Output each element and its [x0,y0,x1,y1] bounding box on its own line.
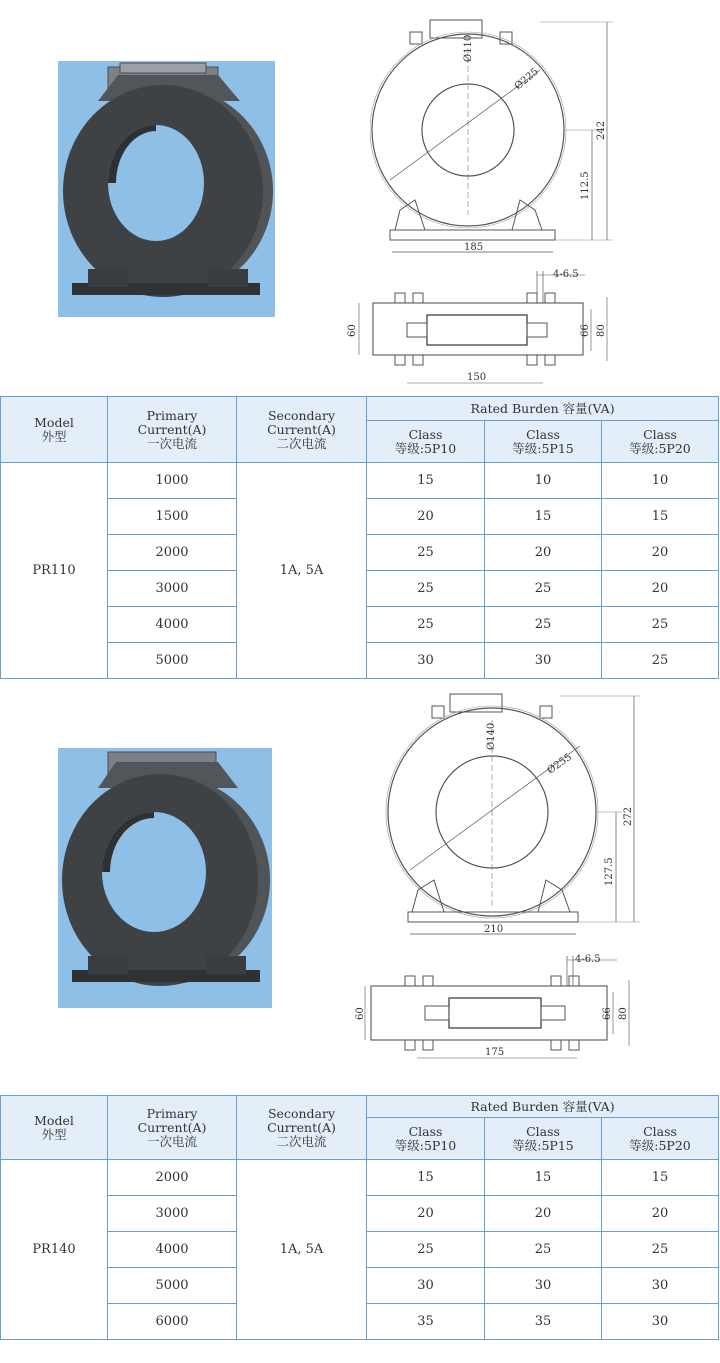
burden-5p10-cell: 20 [367,1196,485,1232]
model-cell: PR140 [1,1160,108,1340]
burden-5p15-cell: 15 [485,499,602,535]
product-photo-pr110 [58,61,275,317]
burden-5p20-cell: 30 [602,1268,719,1304]
burden-5p20-cell: 20 [602,571,719,607]
burden-5p10-cell: 15 [367,1160,485,1196]
burden-5p20-cell: 20 [602,535,719,571]
header-primary: Primary Current(A) 一次电流 [108,1096,237,1160]
burden-5p15-cell: 20 [485,1196,602,1232]
product-photo-pr140 [58,748,272,1008]
burden-5p15-cell: 15 [485,1160,602,1196]
table-row [1,1160,719,1196]
hole-label: 4-6.5 [553,269,579,280]
depth-outer-label: 80 [596,324,607,337]
secondary-cell: 1A, 5A [237,1160,367,1340]
burden-5p10-cell: 25 [367,571,485,607]
burden-5p10-cell: 35 [367,1304,485,1340]
burden-5p15-cell: 25 [485,1232,602,1268]
secondary-cell: 1A, 5A [237,463,367,679]
primary-cell: 3000 [108,1196,237,1232]
height-label: 272 [623,806,634,826]
burden-5p20-cell: 15 [602,499,719,535]
inner-diameter-label: Ø140 [486,722,497,750]
base-width-label: 210 [484,924,504,935]
front-drawing-pr140 [370,690,720,952]
primary-cell: 1500 [108,499,237,535]
burden-5p10-cell: 15 [367,463,485,499]
outer-diameter-label: Ø225 [512,66,541,93]
burden-5p10-cell: 25 [367,1232,485,1268]
spec-table-pr110 [0,396,719,679]
depth-outer-label: 80 [618,1007,629,1020]
primary-cell: 1000 [108,463,237,499]
burden-5p20-cell: 25 [602,607,719,643]
burden-5p15-cell: 30 [485,643,602,679]
burden-5p15-cell: 10 [485,463,602,499]
hole-spacing-label: 175 [485,1047,505,1058]
header-rated-burden: Rated Burden 容量(VA) [367,1096,719,1118]
header-class-5p15: Class 等级:5P15 [485,421,602,463]
burden-5p20-cell: 20 [602,1196,719,1232]
burden-5p20-cell: 30 [602,1304,719,1340]
burden-5p15-cell: 25 [485,571,602,607]
burden-5p10-cell: 20 [367,499,485,535]
model-cell: PR110 [1,463,108,679]
depth-inner-label: 66 [580,324,591,337]
inner-diameter-label: Ø110 [463,34,474,62]
burden-5p20-cell: 25 [602,1232,719,1268]
center-height-label: 112.5 [580,171,591,200]
burden-5p20-cell: 25 [602,643,719,679]
outer-diameter-label: Ø255 [545,751,575,777]
burden-5p20-cell: 15 [602,1160,719,1196]
base-width-label: 185 [464,242,484,253]
height-label: 242 [596,120,607,140]
header-class-5p20: Class 等级:5P20 [602,421,719,463]
header-class-5p20: Class 等级:5P20 [602,1118,719,1160]
hole-label: 4-6.5 [575,954,601,965]
header-model: Model 外型 [1,397,108,463]
burden-5p20-cell: 10 [602,463,719,499]
depth-left-label: 60 [355,1007,366,1020]
burden-5p15-cell: 20 [485,535,602,571]
burden-5p10-cell: 30 [367,643,485,679]
header-secondary: Secondary Current(A) 二次电流 [237,1096,367,1160]
center-height-label: 127.5 [604,857,615,886]
burden-5p10-cell: 25 [367,607,485,643]
table-row [1,463,719,499]
primary-cell: 3000 [108,571,237,607]
header-class-5p10: Class 等级:5P10 [367,1118,485,1160]
burden-5p15-cell: 35 [485,1304,602,1340]
primary-cell: 4000 [108,1232,237,1268]
primary-cell: 5000 [108,643,237,679]
primary-cell: 6000 [108,1304,237,1340]
primary-cell: 5000 [108,1268,237,1304]
primary-cell: 2000 [108,1160,237,1196]
header-model: Model 外型 [1,1096,108,1160]
side-drawing-pr110 [345,265,620,390]
spec-table-pr140 [0,1095,719,1340]
header-class-5p10: Class 等级:5P10 [367,421,485,463]
burden-5p15-cell: 30 [485,1268,602,1304]
header-class-5p15: Class 等级:5P15 [485,1118,602,1160]
hole-spacing-label: 150 [467,372,487,383]
header-primary: Primary Current(A) 一次电流 [108,397,237,463]
depth-left-label: 60 [347,324,358,337]
header-secondary: Secondary Current(A) 二次电流 [237,397,367,463]
depth-inner-label: 66 [602,1007,613,1020]
header-rated-burden: Rated Burden 容量(VA) [367,397,719,421]
burden-5p10-cell: 30 [367,1268,485,1304]
side-drawing-pr140 [355,952,645,1072]
burden-5p10-cell: 25 [367,535,485,571]
primary-cell: 4000 [108,607,237,643]
primary-cell: 2000 [108,535,237,571]
front-drawing-pr110 [370,10,720,265]
burden-5p15-cell: 25 [485,607,602,643]
